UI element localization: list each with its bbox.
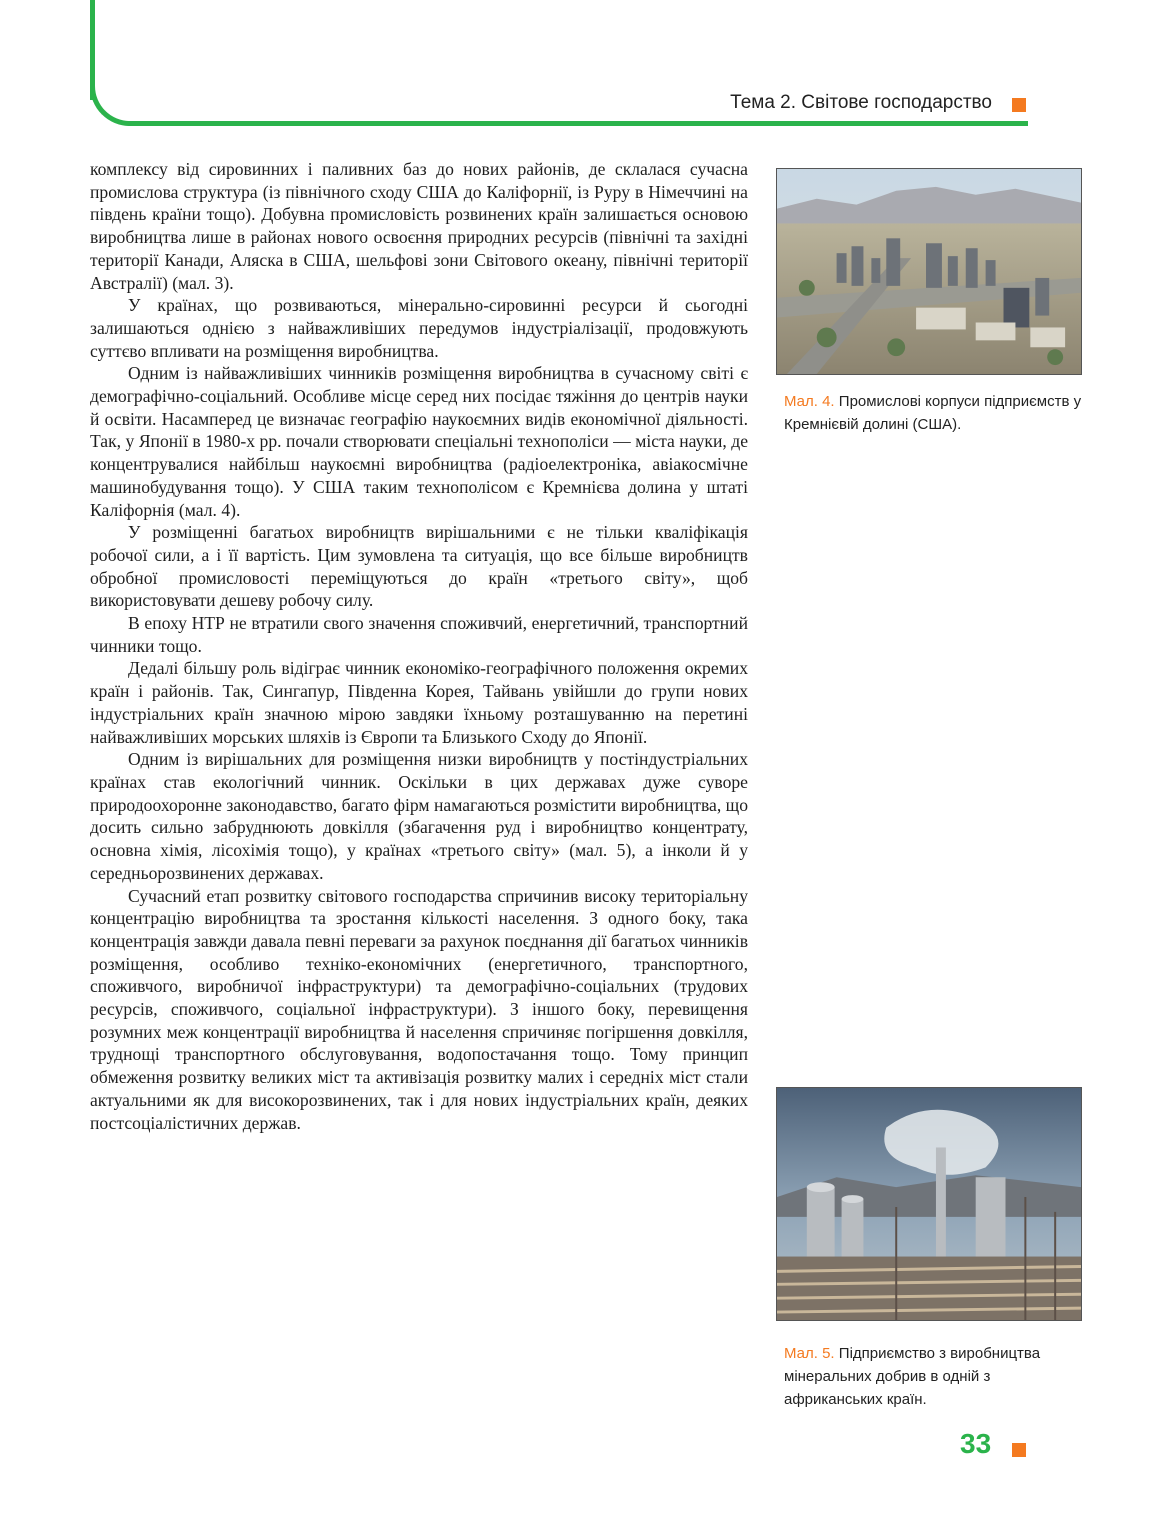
paragraph: Одним із вирішальних для розміщення низки виробництв у постіндустріальних країнах став екологічний чинник. Оскільки в цих державах дуже суворе природоохоронне законодавство, багато фірм намагаються розмістити виробництва, що досить сильно забруднюють довкілля (збагачення руд і виробництво концентрату, основна хімія, лісохімія тощо), у країнах «третього світу» (мал. 5), а інколи й у середньорозвинених державах.: [90, 749, 748, 883]
figure-5-label: Мал. 5.: [784, 1345, 835, 1362]
paragraph: У розміщенні багатьох виробництв вирішальними є не тільки кваліфікація робочої сили, а і її вартість. Цим зумовлена та ситуація, що все більше виробництв обробної промисловості переміщуються до країн «третього світу», щоб використовувати дешеву робочу силу.: [90, 522, 748, 611]
running-header-title: Тема 2. Світове господарство: [730, 92, 992, 113]
page-number: 33: [960, 1428, 992, 1459]
figure-5-text: Підприємство з виробництва мінеральних добрив в одній з африканських країн.: [784, 1345, 1041, 1408]
footer-orange-square: [1012, 1443, 1026, 1457]
city-aerial-image: [777, 169, 1081, 374]
figure-fertilizer-plant-photo: [776, 1087, 1082, 1321]
paragraph: комплексу від сировинних і паливних баз до нових районів, де склалася сучасна промислова структура (із північного сходу США до Каліфорнії, із Руру в Німеччині на південь країни тощо). Добувна промисловість розвинених країн залишається основою виробництва лише в районах нового освоєння природних ресурсів (північні та західні території Канади, Аляска в США, шельфові зони Світового океану, північні території Австралії) (мал. 3).: [90, 159, 748, 293]
header-orange-square: [1012, 98, 1026, 112]
industrial-plant-image: [777, 1088, 1081, 1320]
figure-silicon-valley-photo: [776, 168, 1082, 375]
paragraph: У країнах, що розвиваються, мінерально-сировинні ресурси й сьогодні залишаються однією з найважливіших передумов індустріалізації, продовжують суттєво впливати на розміщення виробництва.: [90, 295, 748, 361]
green-frame-corner: [90, 78, 138, 126]
paragraph: Одним із найважливіших чинників розміщення виробництва в сучасному світі є демографічно-соціальний. Особливе місце серед них посідає тяжіння до центрів науки й освіти. Насамперед це визначає географію наукоємних видів економічної діяльності. Так, у Японії в 1980-х рр. почали створювати спеціальні технополіси — міста науки, де концентрувалися найбільш наукоємні виробництва (радіоелектроніка, авіакосмічне машинобудування тощо). У США таким технополісом є Кремнієва долина у штаті Каліфорнія (мал. 4).: [90, 363, 748, 520]
figure-5-caption: [784, 1342, 1084, 1411]
main-body-text: [90, 158, 748, 1134]
figure-4-caption: [784, 390, 1084, 436]
figure-4-label: Мал. 4.: [784, 393, 835, 410]
figure-4-text: Промислові корпуси підприємств у Кремнієвій долині (США).: [784, 393, 1082, 433]
paragraph: Дедалі більшу роль відіграє чинник економіко-географічного положення окремих країн і районів. Так, Сингапур, Південна Корея, Тайвань увійшли до групи нових індустріальних країн значною мірою завдяки їхньому розташуванню на перетині найважливіших морських шляхів із Європи та Близького Сходу до Японії.: [90, 658, 748, 747]
paragraph: Сучасний етап розвитку світового господарства спричинив високу територіальну концентрацію виробництва та зростання кількості населення. З одного боку, така концентрація завжди давала певні переваги за рахунок поєднання дії багатьох чинників розміщення, особливо техніко-економічних (енергетичного, транспортного, споживчого, виробничої інфраструктури) та демографічно-соціальних (трудових ресурсів, споживчого, соціальної інфраструктури). З іншого боку, перевищення розумних меж концентрації виробництва й населення спричиняє погіршення довкілля, труднощі транспортного обслуговування, водопостачання тощо. Тому принцип обмеження розвитку великих міст та активізація розвитку малих і середніх міст стали актуальними як для високорозвинених, так і для нових індустріальних країн, деяких постсоціалістичних держав.: [90, 885, 748, 1133]
green-frame-horizontal: [134, 121, 1028, 126]
paragraph: В епоху НТР не втратили свого значення споживчий, енергетичний, транспортний чинники тощо.: [90, 613, 748, 656]
